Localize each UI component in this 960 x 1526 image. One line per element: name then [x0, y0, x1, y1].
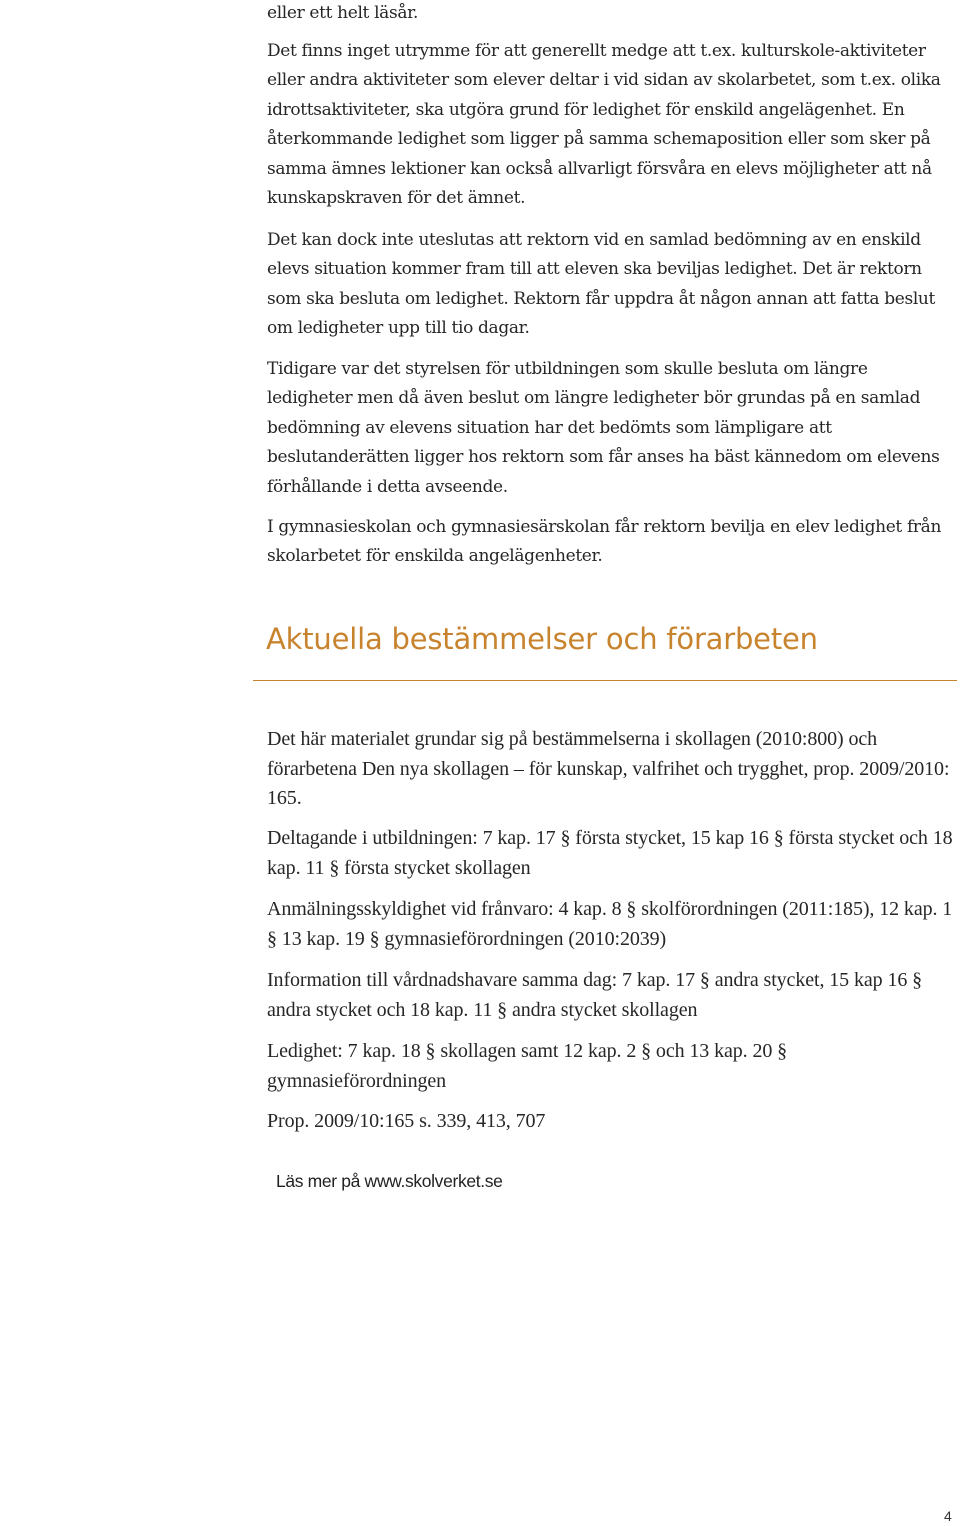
reference-item [267, 1037, 957, 1096]
reference-item [267, 1107, 957, 1137]
reference-text: Det här materialet grundar sig på bestämmelserna i skollagen (2010:800) och förarbetena Den nya skollagen – för kunskap, valfrihet och trygghet, prop. 2009/2010: 165. [267, 728, 950, 809]
page-number: 4 [944, 1508, 952, 1524]
reference-text: Information till vårdnadshavare samma dag: 7 kap. 17 § andra stycket, 15 kap 16 § andra stycket och 18 kap. 11 § andra stycket skollagen [267, 969, 923, 1021]
reference-item [267, 966, 957, 1025]
reference-item [267, 824, 957, 883]
reference-item [267, 895, 957, 954]
heading-divider [253, 680, 957, 681]
reference-item [267, 725, 957, 814]
reference-text: Deltagande i utbildningen: 7 kap. 17 § första stycket, 15 kap 16 § första stycket och 18 kap. 11 § första stycket skollagen [267, 827, 953, 879]
reference-text: Ledighet: 7 kap. 18 § skollagen samt 12 kap. 2 § och 13 kap. 20 § gymnasieförordningen [267, 1040, 788, 1092]
section-heading: Aktuella bestämmelser och förarbeten [266, 622, 818, 656]
paragraph: Det kan dock inte uteslutas att rektorn vid en samlad bedömning av en enskild elevs situation kommer fram till att eleven ska beviljas ledighet. Det är rektorn som ska besluta om ledighet. Rektorn får uppdra åt någon annan att fatta beslut om ledigheter upp till tio dagar. [267, 230, 936, 339]
reference-text: Anmälningsskyldighet vid frånvaro: 4 kap. 8 § skolförordningen (2011:185), 12 kap. 1 § 13 kap. 19 § gymnasieförordningen (2010:2039) [267, 898, 953, 950]
read-more-link[interactable]: Läs mer på www.skolverket.se [276, 1171, 503, 1191]
reference-text: Prop. 2009/10:165 s. 339, 413, 707 [267, 1110, 546, 1132]
paragraph: I gymnasieskolan och gymnasiesärskolan får rektorn bevilja en elev ledighet från skolarbetet för enskilda angelägenheter. [267, 517, 942, 567]
paragraph: Det finns inget utrymme för att generellt medge att t.ex. kulturskole-aktiviteter eller andra aktiviteter som elever deltar i vid sidan av skolarbetet, som t.ex. olika idrottsaktiviteter, ska utgöra grund för ledighet för enskild angelägenhet. En återkommande ledighet som ligger på samma schemaposition eller som sker på samma ämnes lektioner kan också allvarligt försvåra en elevs möjligheter att nå kunskapskraven för det ämnet. [267, 41, 941, 209]
paragraph: Tidigare var det styrelsen för utbildningen som skulle besluta om längre ledigheter men då även beslut om längre ledigheter bör grundas på en samlad bedömning av elevens situation har det bedömts som lämpligare att beslutanderätten ligger hos rektorn som får anses ha bäst kännedom om elevens förhållande i detta avseende. [267, 359, 940, 497]
paragraph: eller ett helt läsår. [267, 3, 419, 23]
